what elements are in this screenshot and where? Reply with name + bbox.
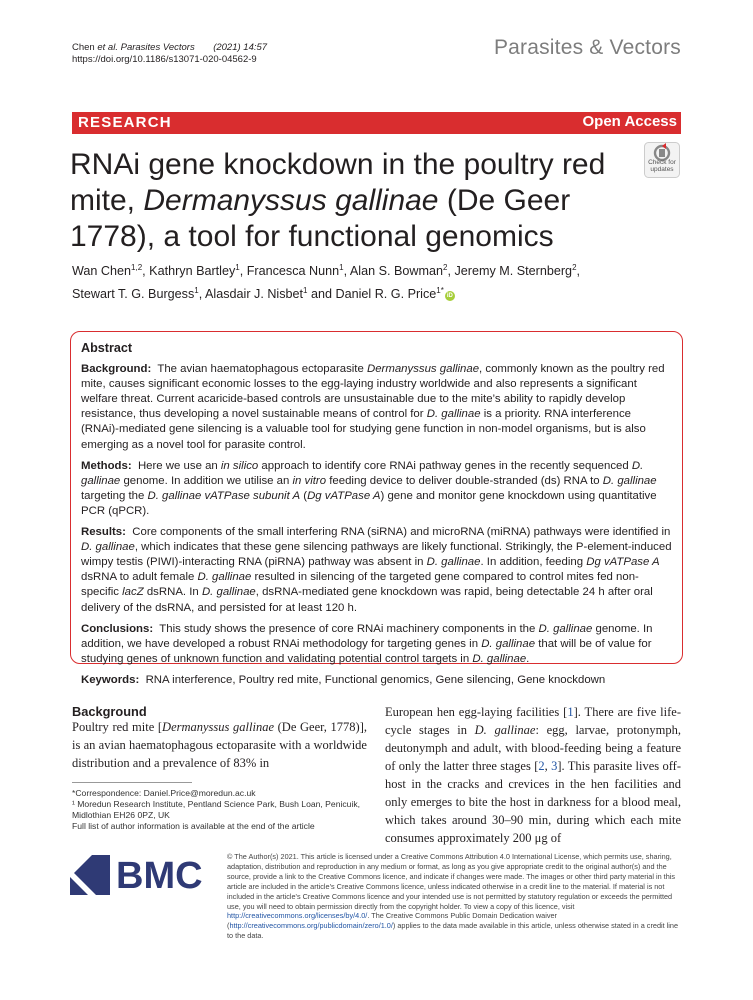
author-name: Alasdair J. Nisbet: [205, 287, 304, 302]
open-access-label: Open Access: [582, 113, 677, 130]
reference-link[interactable]: 1: [567, 705, 574, 719]
author-affiliation: 1: [235, 263, 240, 272]
affiliation-note: ¹ Moredun Research Institute, Pentland Science Park, Bush Loan, Penicuik, Midlothian EH26 0PZ, UK: [72, 799, 361, 820]
article-type-label: RESEARCH: [78, 114, 172, 131]
author-name: Alan S. Bowman: [349, 264, 444, 279]
author-name: Francesca Nunn: [246, 264, 340, 279]
check-for-updates-label: Check for updates: [648, 159, 676, 173]
abstract-keywords: Keywords: RNA interference, Poultry red mite, Functional genomics, Gene silencing, Gene knockdown: [81, 673, 606, 686]
author-name: Wan Chen: [72, 264, 132, 279]
author-name: Jeremy M. Sternberg: [454, 264, 573, 279]
author-list: Wan Chen$^{1,2}$, Kathryn Bartley$^1$, Francesca Nunn$^1$, Alan S. Bowman$^2$, Jeremy M. Sternberg$^2$, Stewart T. G. Burgess$^1$, Alasdair J. Nisbet$^1$ and Daniel R. G. Price$^{1*}$iD: [72, 263, 581, 302]
bmc-logo: [70, 855, 210, 895]
public-domain-link[interactable]: http://creativecommons.org/publicdomain/zero/1.0/: [229, 921, 393, 931]
author-info-note: Full list of author information is available at the end of the article: [72, 821, 315, 831]
author-name: Daniel R. G. Price: [335, 287, 437, 302]
svg-text:BMC: BMC: [116, 855, 203, 895]
author-affiliation: 1: [339, 263, 344, 272]
article-title: RNAi gene knockdown in the poultry red mite, Dermanyssus gallinae (De Geer 1778), a tool for functional genomics: [70, 148, 606, 253]
abstract-background: Background: The avian haematophagous ectoparasite Dermanyssus gallinae, commonly known as the poultry red mite, causes significant economic losses to the egg-laying industry worldwide and also represents a significant welfare threat. Current acaricide-based controls are unsustainable due to the mite’s ability to rapidly develop resistance, thus developing a novel sustainable means of control for D. gallinae is a priority. RNA interference (RNAi)-mediated gene silencing is a valuable tool for studying gene function in non-model organisms, but is also emerging as a novel tool for parasite control.: [81, 363, 665, 451]
author-affiliation: 1: [194, 286, 199, 296]
footnote-divider: [72, 782, 192, 783]
body-column-left: Poultry red mite [Dermanyssus gallinae (De Geer, 1778)], is an avian haematophagous ectoparasite with a worldwide distribution and a prevalence of 83% in: [72, 720, 368, 770]
license-text: © The Author(s) 2021. This article is licensed under a Creative Commons Attribution 4.0 International License, which permits use, sharing, adaptation, distribution and reproduction in any medium or format, as long as you give appropriate credit to the original author(s) and the source, provide a link to the Creative Commons licence, and indicate if changes were made. The images or other third party material in this article are included in the article's Creative Commons licence, unless indicated otherwise in a credit line to the material. If material is not included in the article's Creative Commons licence and your intended use is not permitted by statutory regulation or exceeds the permitted use, you will need to obtain permission directly from the copyright holder. To view a copy of this licence, visit http://creativecommons.org/licenses/by/4.0/. The Creative Commons Public Domain Dedication waiver (http://creativecommons.org/publicdomain/zero/1.0/) applies to the data made available in this article, unless otherwise stated in a credit line to the data.: [227, 852, 679, 941]
citation-header: Chen et al. Parasites Vectors (2021) 14:57 https://doi.org/10.1186/s13071-020-04562-9: [72, 42, 268, 65]
abstract-box: [70, 331, 683, 686]
author-affiliation: 1*: [436, 286, 444, 296]
reference-link[interactable]: 2: [538, 759, 545, 773]
orcid-icon[interactable]: iD: [446, 293, 453, 300]
abstract-results: Results: Core components of the small interfering RNA (siRNA) and microRNA (miRNA) pathways were identified in D. gallinae, which indicates that these gene silencing pathways are likely functional. Strikingly, the P-element-induced wimpy testis (PIWI)-interacting RNA (piRNA) pathway was absent in D. gallinae. In addition, feeding Dg vATPase A dsRNA to adult female D. gallinae resulted in silencing of the targeted gene compared to control mites fed non-specific lacZ dsRNA. In D. gallinae, dsRNA-mediated gene knockdown was rapid, being detectable 24 h after oral delivery of the dsRNA, and persisted for at least 120 h.: [81, 526, 672, 614]
author-affiliation: 2: [443, 263, 448, 272]
author-affiliation: 2: [572, 263, 577, 272]
doi-link[interactable]: https://doi.org/10.1186/s13071-020-04562-9: [72, 54, 257, 65]
body-column-right: European hen egg-laying facilities [1]. There are five life-cycle stages in D. gallinae: egg, larvae, protonymph, deutonymph and adult, with blood-feeding being a feature of only the latter three stages [2, 3]. This parasite lives off-host in the cracks and crevices in the hen facilities and only emerges to bite the host in darkness for a blood meal, which takes around 30–90 min, during which each mite consumes approximately 200 μg of: [385, 705, 682, 845]
abstract-heading: Abstract: [81, 341, 133, 355]
author-affiliation: 1,2: [131, 263, 143, 272]
author-name: Stewart T. G. Burgess: [72, 287, 195, 302]
author-name: Kathryn Bartley: [149, 264, 236, 279]
journal-name: Parasites & Vectors: [493, 36, 681, 59]
reference-link[interactable]: 3: [551, 759, 558, 773]
article-type-band: [72, 112, 681, 134]
license-link[interactable]: http://creativecommons.org/licenses/by/4.0/: [227, 911, 368, 921]
section-heading-background: Background: [72, 704, 147, 719]
footnotes: [72, 788, 372, 832]
author-affiliation: 1: [303, 286, 308, 296]
abstract-conclusions: Conclusions: This study shows the presence of core RNAi machinery components in the D. gallinae genome. In addition, we have developed a robust RNAi methodology for targeting genes in D. gallinae that will be of value for studying genes of unknown function and validating potential control targets in D. gallinae.: [81, 622, 653, 665]
abstract-methods: Methods: Here we use an in silico approach to identify core RNAi pathway genes in the recently sequenced D. gallinae genome. In addition we utilise an in vitro feeding device to deliver double-stranded (ds) RNA to D. gallinae targeting the D. gallinae vATPase subunit A (Dg vATPase A) gene and monitor gene knockdown using quantitative PCR (qPCR).: [81, 459, 657, 517]
correspondence-note: *Correspondence: Daniel.Price@moredun.ac.uk: [72, 788, 256, 798]
